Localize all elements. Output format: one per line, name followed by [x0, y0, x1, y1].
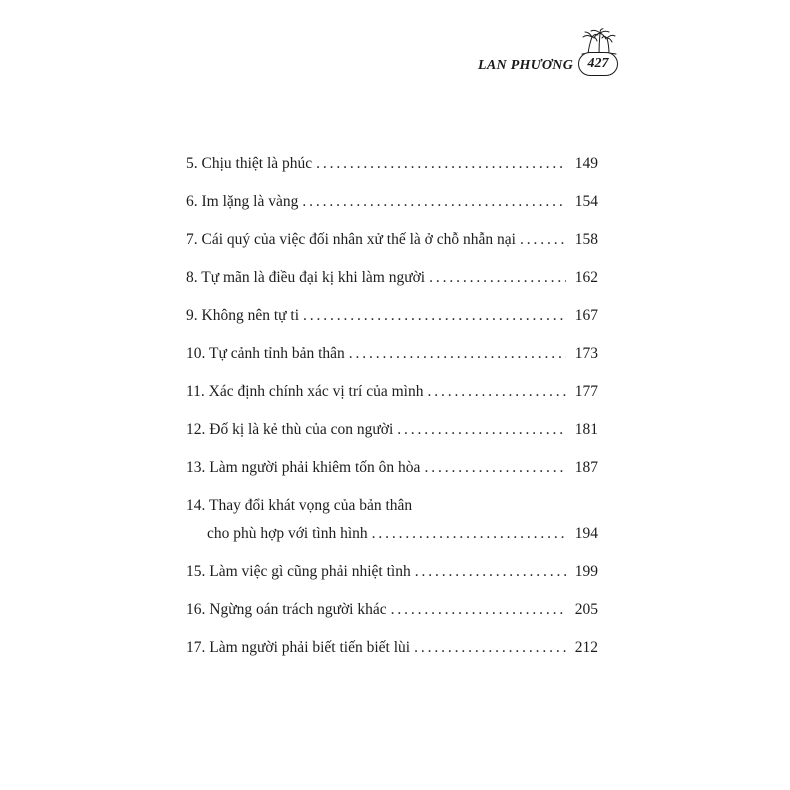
toc-entry-title: 16. Ngừng oán trách người khác — [186, 601, 387, 618]
author-name: LAN PHƯƠNG — [478, 58, 574, 73]
toc-entry-page: 173 — [574, 345, 598, 362]
toc-dot-leader — [391, 596, 566, 624]
toc-dot-leader — [427, 378, 566, 406]
toc-dot-leader — [520, 226, 566, 254]
toc-entry-page: 187 — [574, 459, 598, 476]
toc-dot-leader — [414, 634, 566, 662]
toc-entry-page: 162 — [574, 269, 598, 286]
toc-entry — [186, 150, 598, 188]
running-header — [440, 28, 640, 88]
toc-entry — [186, 416, 598, 454]
toc-entry-page: 181 — [574, 421, 598, 438]
toc-dot-leader — [415, 558, 566, 586]
toc-entry-page: 212 — [574, 639, 598, 656]
table-of-contents — [186, 150, 598, 672]
toc-entry-title: 17. Làm người phải biết tiến biết lùi — [186, 639, 411, 656]
toc-entry-page: 158 — [574, 231, 598, 248]
toc-entry-title: 12. Đố kị là kẻ thù của con người — [186, 421, 394, 438]
toc-entry — [186, 378, 598, 416]
toc-entry — [186, 264, 598, 302]
toc-entry-page: 199 — [574, 563, 598, 580]
toc-dot-leader — [316, 150, 566, 178]
toc-entry — [186, 340, 598, 378]
page-number-badge — [578, 52, 618, 76]
toc-entry-page: 177 — [574, 383, 598, 400]
toc-entry-title: 6. Im lặng là vàng — [186, 193, 299, 210]
toc-entry — [186, 226, 598, 264]
toc-dot-leader — [302, 188, 566, 216]
toc-dot-leader — [372, 520, 566, 548]
toc-entry-title: 13. Làm người phải khiêm tốn ôn hòa — [186, 459, 421, 476]
toc-dot-leader — [424, 454, 566, 482]
toc-dot-leader — [303, 302, 566, 330]
toc-entry-title: 5. Chịu thiệt là phúc — [186, 155, 313, 172]
toc-dot-leader — [429, 264, 566, 292]
toc-entry-page: 154 — [574, 193, 598, 210]
toc-entry-page: 194 — [574, 525, 598, 542]
toc-entry-title: 15. Làm việc gì cũng phải nhiệt tình — [186, 563, 411, 580]
toc-entry-page: 205 — [574, 601, 598, 618]
toc-entry-title: 9. Không nên tự ti — [186, 307, 300, 324]
toc-entry-title: 8. Tự mãn là điều đại kị khi làm người — [186, 269, 426, 286]
toc-entry-title: 14. Thay đổi khát vọng của bản thân — [186, 497, 413, 514]
toc-entry — [186, 596, 598, 634]
toc-entry-title: 10. Tự cảnh tỉnh bản thân — [186, 345, 345, 362]
toc-entry — [186, 492, 598, 558]
toc-entry-page: 149 — [574, 155, 598, 172]
toc-entry-title: 7. Cái quý của việc đối nhân xử thế là ở chỗ nhẫn nại — [186, 231, 516, 248]
toc-entry — [186, 558, 598, 596]
toc-entry-title-continued: cho phù hợp với tình hình — [207, 525, 368, 542]
toc-entry — [186, 302, 598, 340]
toc-entry-title: 11. Xác định chính xác vị trí của mình — [186, 383, 424, 400]
toc-dot-leader — [349, 340, 566, 368]
toc-dot-leader — [397, 416, 566, 444]
toc-entry — [186, 634, 598, 672]
page-number: 427 — [587, 56, 609, 71]
toc-entry — [186, 188, 598, 226]
toc-entry-page: 167 — [574, 307, 598, 324]
toc-entry — [186, 454, 598, 492]
